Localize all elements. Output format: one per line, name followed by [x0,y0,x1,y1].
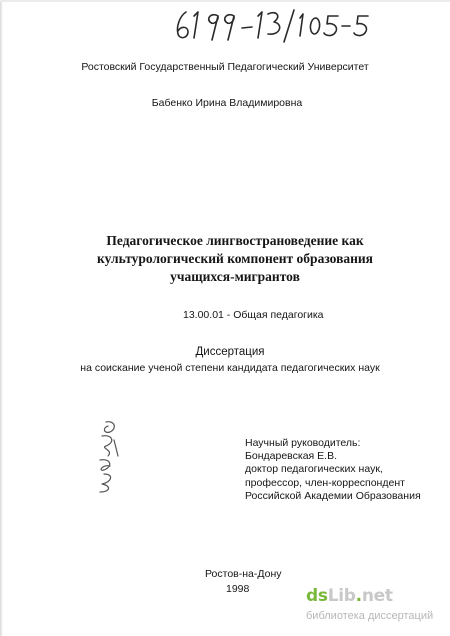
watermark[interactable] [306,586,446,630]
watermark-logo-text: dsLib.net [306,586,393,606]
supervisor-degree: доктор педагогических наук, [245,463,383,476]
city: Ростов-на-Дону [205,568,282,580]
scan-edge [0,0,3,636]
specialty-code: 13.00.01 - Общая педагогика [183,309,324,321]
supervisor-block [245,437,421,503]
supervisor-academy: Российской Академии Образования [245,489,421,502]
supervisor-title: профессор, член-корреспондент [245,476,405,489]
handwritten-archive-number [172,4,372,48]
handwritten-number-drawing [172,4,372,48]
year: 1998 [226,583,250,595]
work-type: Диссертация [195,346,265,358]
work-purpose: на соискание ученой степени кандидата педагогических наук [80,362,380,374]
watermark-tagline: библиотека диссертаций [306,610,434,622]
signature-drawing [92,416,128,496]
supervisor-label: Научный руководитель: [245,437,361,449]
supervisor-name: Бондаревская Е.В. [245,450,337,463]
watermark-logo[interactable] [306,586,393,606]
title-line: культурологический компонент образования [97,251,373,266]
author-name: Бабенко Ирина Владимировна [151,97,303,109]
title-line: учащихся-мигрантов [170,269,300,284]
signature-icon [92,416,128,496]
dissertation-title [30,232,440,286]
university-name: Ростовский Государственный Педагогический Университет [81,61,369,73]
title-line: Педагогическое лингвострановедение как [106,233,364,248]
scan-edge-top [0,0,450,2]
